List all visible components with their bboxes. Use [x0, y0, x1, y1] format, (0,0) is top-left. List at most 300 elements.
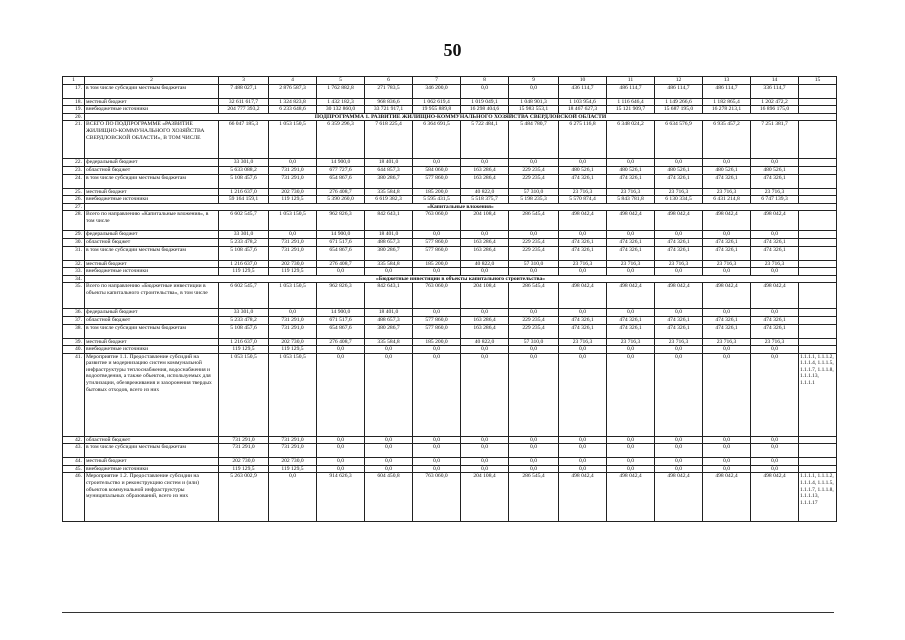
value-cell: 0,0 [703, 159, 751, 167]
table-row [63, 159, 837, 167]
value-cell: 1 116 646,4 [607, 98, 655, 106]
value-cell: 654 867,6 [317, 324, 365, 338]
row-number: 37. [63, 316, 85, 324]
value-cell: 474 326,1 [703, 246, 751, 260]
value-cell: 577 860,0 [413, 238, 461, 246]
value-cell: 0,0 [751, 346, 799, 354]
row-label: в том числе субсидии местным бюджетам [85, 246, 219, 260]
value-cell: 119 129,5 [219, 268, 269, 276]
value-cell: 498 042,4 [655, 473, 703, 522]
value-cell: 480 526,1 [703, 166, 751, 174]
value-cell: 498 042,4 [703, 211, 751, 231]
value-cell: 474 326,1 [655, 316, 703, 324]
value-cell: 1 053 150,5 [269, 283, 317, 309]
value-cell: 0,0 [365, 458, 413, 466]
value-cell: 474 326,1 [751, 324, 799, 338]
value-cell: 16 896 175,0 [751, 106, 799, 114]
value-cell: 5 233 478,2 [219, 316, 269, 324]
value-cell: 0,0 [751, 159, 799, 167]
value-cell: 0,0 [751, 465, 799, 473]
value-cell: 23 716,3 [751, 260, 799, 268]
value-cell: 962 826,3 [317, 211, 365, 231]
value-cell: 0,0 [509, 268, 559, 276]
value-cell: 229 235,4 [509, 246, 559, 260]
value-cell: 0,0 [413, 309, 461, 317]
value-cell: 0,0 [559, 159, 607, 167]
value-cell: 0,0 [703, 231, 751, 239]
value-cell: 335 584,8 [365, 338, 413, 346]
section-title: «Капитальные вложения» [85, 203, 837, 211]
value-cell: 6 602 545,7 [219, 211, 269, 231]
row-label: местный бюджет [85, 188, 219, 196]
value-cell: 0,0 [461, 268, 509, 276]
value-cell: 474 326,1 [559, 238, 607, 246]
value-cell: 0,0 [317, 268, 365, 276]
value-cell: 6 619 382,3 [365, 196, 413, 204]
value-cell: 914 626,3 [317, 473, 365, 522]
value-cell: 474 326,1 [607, 324, 655, 338]
value-cell: 6 348 024,2 [607, 121, 655, 159]
value-cell: 474 326,1 [559, 316, 607, 324]
value-cell: 731 291,0 [219, 444, 269, 458]
row-label: внебюджетные источники [85, 196, 219, 204]
value-cell: 5 570 874,4 [559, 196, 607, 204]
value-cell: 14 900,0 [317, 309, 365, 317]
value-cell: 474 326,1 [655, 238, 703, 246]
value-cell: 6 233 648,6 [269, 106, 317, 114]
value-cell: 0,0 [607, 309, 655, 317]
value-cell: 0,0 [461, 346, 509, 354]
value-cell: 0,0 [751, 268, 799, 276]
table-row [63, 465, 837, 473]
value-cell: 23 716,3 [655, 260, 703, 268]
value-cell: 0,0 [317, 465, 365, 473]
value-cell: 577 860,0 [413, 174, 461, 188]
value-cell: 0,0 [607, 436, 655, 444]
value-cell: 5 198 235,3 [509, 196, 559, 204]
value-cell: 163 286,4 [461, 166, 509, 174]
value-cell: 57 310,0 [509, 338, 559, 346]
target-indicators-cell [799, 159, 837, 167]
value-cell: 33 301,0 [219, 309, 269, 317]
row-number: 32. [63, 260, 85, 268]
value-cell: 346 200,0 [413, 84, 461, 98]
value-cell: 14 900,0 [317, 159, 365, 167]
value-cell: 0,0 [607, 353, 655, 436]
value-cell: 185 200,0 [413, 338, 461, 346]
section-row [63, 113, 837, 121]
value-cell: 15 687 195,0 [655, 106, 703, 114]
row-number: 31. [63, 246, 85, 260]
value-cell: 0,0 [509, 465, 559, 473]
value-cell: 23 716,3 [655, 338, 703, 346]
value-cell: 30 132 860,0 [317, 106, 365, 114]
value-cell: 0,0 [365, 353, 413, 436]
row-number: 22. [63, 159, 85, 167]
value-cell: 5 108 457,6 [219, 324, 269, 338]
section-title: «Бюджетные инвестиции в объекты капитального строительства» [85, 275, 837, 283]
value-cell: 498 042,4 [703, 283, 751, 309]
row-label: местный бюджет [85, 260, 219, 268]
value-cell: 584 060,0 [413, 166, 461, 174]
value-cell: 119 129,5 [219, 465, 269, 473]
value-cell: 163 286,4 [461, 324, 509, 338]
value-cell: 33 301,0 [219, 231, 269, 239]
column-number: 7 [413, 77, 461, 85]
row-number: 26. [63, 196, 85, 204]
value-cell: 335 584,8 [365, 260, 413, 268]
value-cell: 731 291,0 [269, 316, 317, 324]
value-cell: 5 484 780,7 [509, 121, 559, 159]
value-cell: 644 857,3 [365, 166, 413, 174]
value-cell: 0,0 [509, 444, 559, 458]
value-cell: 0,0 [509, 231, 559, 239]
value-cell: 23 716,3 [751, 338, 799, 346]
value-cell: 229 235,4 [509, 166, 559, 174]
value-cell: 33 721 917,1 [365, 106, 413, 114]
value-cell: 1 019 049,1 [461, 98, 509, 106]
value-cell: 968 836,6 [365, 98, 413, 106]
value-cell: 577 860,0 [413, 316, 461, 324]
value-cell: 19 955 889,8 [413, 106, 461, 114]
value-cell: 7 488 027,1 [219, 84, 269, 98]
value-cell: 59 164 159,1 [219, 196, 269, 204]
value-cell: 5 595 431,5 [413, 196, 461, 204]
target-indicators-cell [799, 338, 837, 346]
row-number: 43. [63, 444, 85, 458]
table-row [63, 436, 837, 444]
value-cell: 23 716,3 [607, 260, 655, 268]
value-cell: 0,0 [509, 436, 559, 444]
table-row [63, 246, 837, 260]
value-cell: 0,0 [365, 436, 413, 444]
value-cell: 731 291,0 [269, 174, 317, 188]
table-row [63, 188, 837, 196]
row-number: 23. [63, 166, 85, 174]
value-cell: 0,0 [365, 268, 413, 276]
value-cell: 731 291,0 [269, 436, 317, 444]
value-cell: 286 545,4 [509, 473, 559, 522]
row-label: областной бюджет [85, 166, 219, 174]
target-indicators-cell [799, 465, 837, 473]
value-cell: 23 716,3 [703, 188, 751, 196]
page-number: 50 [443, 40, 462, 60]
value-cell: 229 235,4 [509, 174, 559, 188]
table-row [63, 211, 837, 231]
value-cell: 0,0 [607, 465, 655, 473]
value-cell: 0,0 [461, 444, 509, 458]
value-cell: 474 326,1 [751, 238, 799, 246]
value-cell: 1 053 150,5 [219, 353, 269, 436]
value-cell: 229 235,4 [509, 316, 559, 324]
row-number: 25. [63, 188, 85, 196]
value-cell: 474 326,1 [655, 324, 703, 338]
value-cell: 498 042,4 [559, 283, 607, 309]
row-label: внебюджетные источники [85, 465, 219, 473]
value-cell: 0,0 [317, 353, 365, 436]
value-cell: 474 326,1 [751, 316, 799, 324]
value-cell: 498 042,4 [559, 473, 607, 522]
value-cell: 486 114,7 [703, 84, 751, 98]
value-cell: 202 730,0 [269, 188, 317, 196]
value-cell: 1 048 901,3 [509, 98, 559, 106]
value-cell: 0,0 [559, 458, 607, 466]
value-cell: 731 291,0 [269, 166, 317, 174]
value-cell: 0,0 [317, 458, 365, 466]
value-cell: 57 310,0 [509, 188, 559, 196]
value-cell: 480 526,1 [607, 166, 655, 174]
value-cell: 842 643,1 [365, 283, 413, 309]
value-cell: 0,0 [607, 458, 655, 466]
column-number: 13 [703, 77, 751, 85]
target-indicators-cell [799, 436, 837, 444]
row-number: 28. [63, 211, 85, 231]
value-cell: 0,0 [607, 346, 655, 354]
row-number: 33. [63, 268, 85, 276]
target-indicators-cell [799, 174, 837, 188]
value-cell: 23 716,3 [559, 188, 607, 196]
value-cell: 0,0 [655, 465, 703, 473]
target-indicators-cell [799, 316, 837, 324]
value-cell: 0,0 [317, 444, 365, 458]
value-cell: 0,0 [703, 268, 751, 276]
value-cell: 1 762 882,8 [317, 84, 365, 98]
table-row [63, 324, 837, 338]
value-cell: 0,0 [413, 346, 461, 354]
target-indicators-cell: 1.1.1.1, 1.1.1.2, 1.1.1.4, 1.1.1.5, 1.1.1.7, 1.1.1.8, 1.1.1.13, 1.1.1.1 [799, 353, 837, 436]
value-cell: 5 108 457,6 [219, 246, 269, 260]
value-cell: 498 042,4 [607, 473, 655, 522]
value-cell: 0,0 [509, 353, 559, 436]
row-label: федеральный бюджет [85, 231, 219, 239]
value-cell: 480 526,1 [655, 166, 703, 174]
value-cell: 488 657,3 [365, 316, 413, 324]
target-indicators-cell [799, 309, 837, 317]
value-cell: 119 129,5 [269, 346, 317, 354]
table-row [63, 260, 837, 268]
value-cell: 0,0 [655, 458, 703, 466]
value-cell: 163 286,4 [461, 238, 509, 246]
value-cell: 185 200,0 [413, 188, 461, 196]
value-cell: 1 324 823,8 [269, 98, 317, 106]
value-cell: 6 130 334,5 [655, 196, 703, 204]
table-row [63, 231, 837, 239]
table-row [63, 238, 837, 246]
value-cell: 486 114,7 [607, 84, 655, 98]
value-cell: 0,0 [413, 458, 461, 466]
value-cell: 16 278 213,1 [703, 106, 751, 114]
row-label: областной бюджет [85, 238, 219, 246]
value-cell: 498 042,4 [607, 283, 655, 309]
value-cell: 731 291,0 [269, 444, 317, 458]
value-cell: 0,0 [461, 309, 509, 317]
column-number: 11 [607, 77, 655, 85]
value-cell: 229 235,4 [509, 238, 559, 246]
value-cell: 498 042,4 [607, 211, 655, 231]
value-cell: 6 364 691,5 [413, 121, 461, 159]
target-indicators-cell [799, 106, 837, 114]
row-number: 38. [63, 324, 85, 338]
value-cell: 0,0 [269, 473, 317, 522]
value-cell: 276 408,7 [317, 338, 365, 346]
row-number: 36. [63, 309, 85, 317]
value-cell: 0,0 [413, 231, 461, 239]
value-cell: 40 822,0 [461, 188, 509, 196]
value-cell: 474 326,1 [655, 174, 703, 188]
value-cell: 6 431 214,8 [703, 196, 751, 204]
value-cell: 0,0 [413, 444, 461, 458]
value-cell: 0,0 [607, 444, 655, 458]
value-cell: 16 298 404,6 [461, 106, 509, 114]
value-cell: 202 730,0 [269, 458, 317, 466]
value-cell: 498 042,4 [751, 283, 799, 309]
value-cell: 380 286,7 [365, 174, 413, 188]
value-cell: 6 602 545,7 [219, 283, 269, 309]
target-indicators-cell [799, 231, 837, 239]
row-label: местный бюджет [85, 338, 219, 346]
column-number: 4 [269, 77, 317, 85]
column-number: 8 [461, 77, 509, 85]
value-cell: 119 129,5 [269, 268, 317, 276]
value-cell: 0,0 [751, 309, 799, 317]
row-label: в том числе субсидии местным бюджетам [85, 444, 219, 458]
value-cell: 271 783,5 [365, 84, 413, 98]
value-cell: 0,0 [751, 444, 799, 458]
value-cell: 1 216 637,0 [219, 260, 269, 268]
value-cell: 486 114,7 [655, 84, 703, 98]
value-cell: 33 301,0 [219, 159, 269, 167]
value-cell: 0,0 [269, 231, 317, 239]
value-cell: 335 584,8 [365, 188, 413, 196]
value-cell: 5 843 781,8 [607, 196, 655, 204]
value-cell: 577 860,0 [413, 324, 461, 338]
row-number: 40. [63, 346, 85, 354]
target-indicators-cell [799, 268, 837, 276]
value-cell: 0,0 [269, 159, 317, 167]
value-cell: 474 326,1 [559, 324, 607, 338]
row-number: 19. [63, 106, 85, 114]
target-indicators-cell: 1.1.1.1, 1.1.1.2, 1.1.1.4, 1.1.1.5, 1.1.1.7, 1.1.1.8, 1.1.1.13, 1.1.1.17 [799, 473, 837, 522]
table-row [63, 309, 837, 317]
value-cell: 7 618 225,4 [365, 121, 413, 159]
value-cell: 654 867,6 [317, 174, 365, 188]
value-cell: 0,0 [703, 444, 751, 458]
row-label: местный бюджет [85, 458, 219, 466]
table-row [63, 316, 837, 324]
value-cell: 763 060,0 [413, 473, 461, 522]
value-cell: 5 263 002,9 [219, 473, 269, 522]
value-cell: 0,0 [461, 159, 509, 167]
target-indicators-cell [799, 246, 837, 260]
target-indicators-cell [799, 196, 837, 204]
value-cell: 0,0 [559, 346, 607, 354]
row-number: 21. [63, 121, 85, 159]
value-cell: 0,0 [559, 353, 607, 436]
target-indicators-cell [799, 458, 837, 466]
value-cell: 5 722 484,1 [461, 121, 509, 159]
value-cell: 0,0 [461, 458, 509, 466]
value-cell: 474 326,1 [559, 246, 607, 260]
section-title: ПОДПРОГРАММА 1. РАЗВИТИЕ ЖИЛИЩНО-КОММУНАЛЬНОГО ХОЗЯЙСТВА СВЕРДЛОВСКОЙ ОБЛАСТИ [85, 113, 837, 121]
row-number: 34. [63, 275, 85, 283]
value-cell: 119 129,5 [219, 346, 269, 354]
target-indicators-cell [799, 238, 837, 246]
value-cell: 1 216 637,0 [219, 188, 269, 196]
value-cell: 1 053 150,5 [269, 211, 317, 231]
row-label: Всего по направлению «Капитальные вложения», в том числе [85, 211, 219, 231]
value-cell: 671 517,6 [317, 316, 365, 324]
value-cell: 163 286,4 [461, 174, 509, 188]
row-label: федеральный бюджет [85, 309, 219, 317]
value-cell: 474 326,1 [607, 246, 655, 260]
value-cell: 0,0 [559, 231, 607, 239]
value-cell: 23 716,3 [703, 338, 751, 346]
value-cell: 671 517,6 [317, 238, 365, 246]
value-cell: 276 408,7 [317, 260, 365, 268]
table-row [63, 473, 837, 522]
value-cell: 18 467 627,3 [559, 106, 607, 114]
value-cell: 0,0 [461, 465, 509, 473]
value-cell: 23 716,3 [607, 188, 655, 196]
value-cell: 0,0 [559, 309, 607, 317]
target-indicators-cell [799, 84, 837, 98]
value-cell: 0,0 [655, 231, 703, 239]
row-number: 20. [63, 113, 85, 121]
value-cell: 474 326,1 [559, 174, 607, 188]
row-number: 18. [63, 98, 85, 106]
row-label: внебюджетные источники [85, 346, 219, 354]
value-cell: 336 114,7 [751, 84, 799, 98]
value-cell: 23 716,3 [703, 260, 751, 268]
value-cell: 57 310,0 [509, 260, 559, 268]
value-cell: 0,0 [413, 465, 461, 473]
value-cell: 0,0 [509, 84, 559, 98]
value-cell: 0,0 [509, 458, 559, 466]
value-cell: 0,0 [413, 159, 461, 167]
value-cell: 0,0 [365, 444, 413, 458]
target-indicators-cell [799, 260, 837, 268]
value-cell: 498 042,4 [559, 211, 607, 231]
column-number: 9 [509, 77, 559, 85]
value-cell: 474 326,1 [751, 246, 799, 260]
row-label: ВСЕГО ПО ПОДПРОГРАММЕ «РАЗВИТИЕ ЖИЛИЩНО-КОММУНАЛЬНОГО ХОЗЯЙСТВА СВЕРДЛОВСКОЙ ОБЛАСТИ», В ТОМ ЧИСЛЕ [85, 121, 219, 159]
value-cell: 40 822,0 [461, 338, 509, 346]
row-label: внебюджетные источники [85, 268, 219, 276]
value-cell: 32 611 617,7 [219, 98, 269, 106]
row-number: 45. [63, 465, 85, 473]
value-cell: 0,0 [559, 465, 607, 473]
value-cell: 0,0 [559, 436, 607, 444]
column-number: 12 [655, 77, 703, 85]
row-number: 35. [63, 283, 85, 309]
table-body [63, 77, 837, 522]
value-cell: 23 716,3 [655, 188, 703, 196]
value-cell: 1 103 954,6 [559, 98, 607, 106]
row-number: 17. [63, 84, 85, 98]
table-row [63, 338, 837, 346]
value-cell: 480 526,1 [559, 166, 607, 174]
table-row [63, 353, 837, 436]
value-cell: 5 518 375,7 [461, 196, 509, 204]
value-cell: 0,0 [655, 353, 703, 436]
value-cell: 0,0 [509, 159, 559, 167]
value-cell: 0,0 [559, 444, 607, 458]
target-indicators-cell [799, 444, 837, 458]
value-cell: 119 129,5 [269, 196, 317, 204]
value-cell: 0,0 [655, 436, 703, 444]
value-cell: 763 060,0 [413, 283, 461, 309]
value-cell: 0,0 [413, 436, 461, 444]
